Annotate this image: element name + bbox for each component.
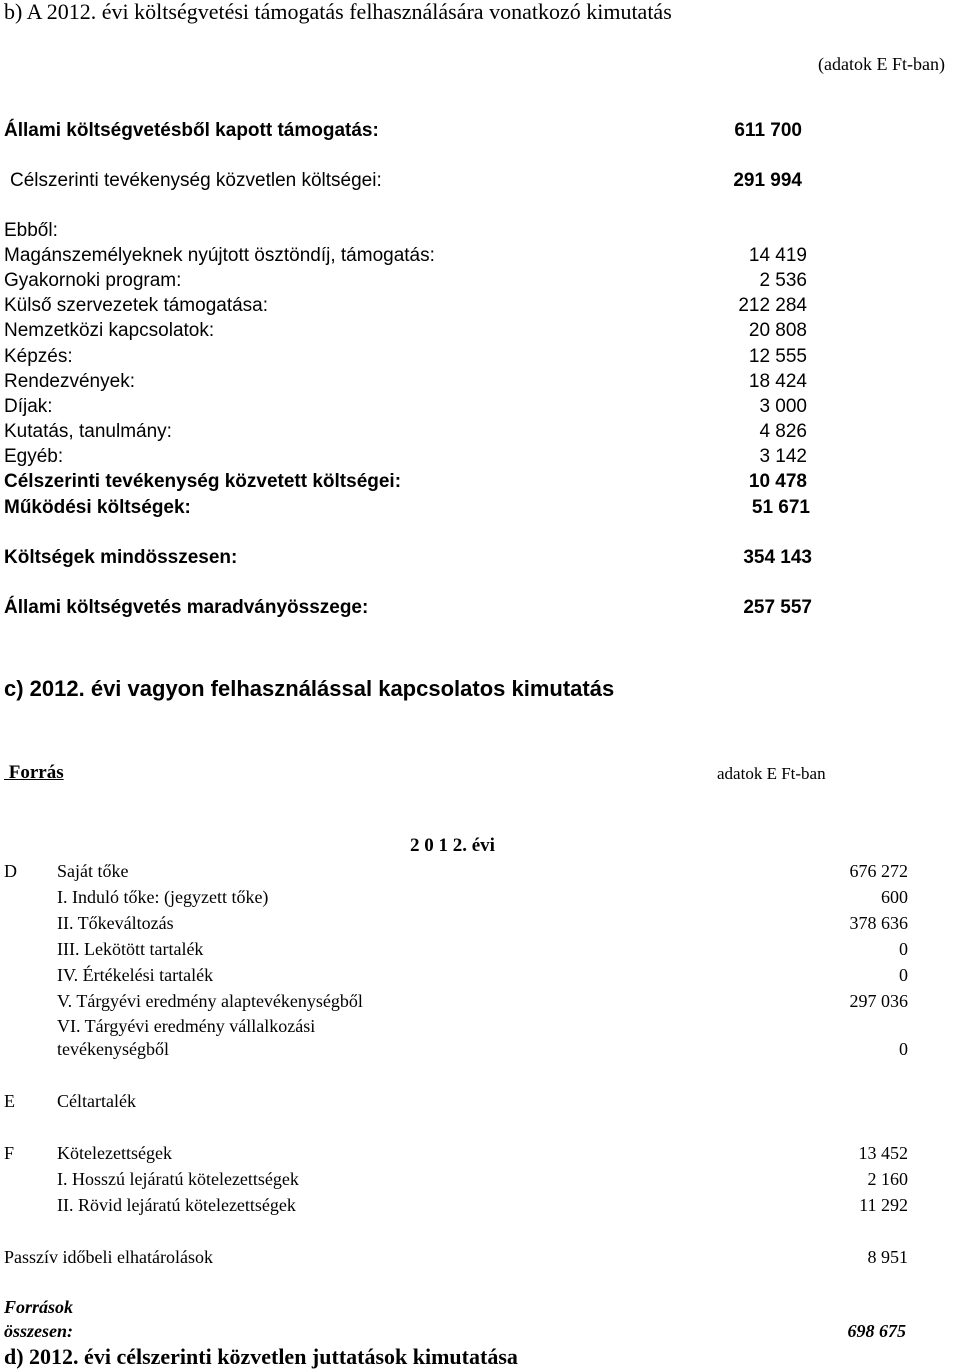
list-item-label: Rendezvények: (4, 371, 135, 392)
row-value: 297 036 (849, 991, 908, 1011)
forrasok-value: 698 675 (847, 1321, 906, 1341)
kozvetlen-koltsegek-label: Célszerinti tevékenység közvetlen költségei: (10, 170, 382, 191)
list-item-value: 14 419 (748, 245, 807, 266)
list-item-label: Képzés: (4, 346, 73, 367)
mukodesi-koltsegek-label: Működési költségek: (4, 497, 191, 518)
row-value: 0 (899, 965, 908, 985)
list-item-label: Külső szervezetek támogatása: (4, 295, 269, 316)
kozvetett-koltsegek-label: Célszerinti tevékenység közvetett költségei: (4, 471, 402, 492)
row-label: II. Tőkeváltozás (57, 913, 174, 933)
row-label: tevékenységből (57, 1039, 169, 1059)
maradvany-value: 257 557 (743, 597, 812, 618)
list-item-label: Magánszemélyeknek nyújtott ösztöndíj, támogatás: (4, 245, 435, 266)
row-value: 0 (899, 939, 908, 959)
ebbol-label: Ebből: (4, 220, 58, 241)
list-item-value: 3 142 (759, 446, 807, 467)
row-letter: E (4, 1091, 15, 1111)
koltsegek-osszesen-value: 354 143 (743, 547, 812, 568)
kapott-tamogatas-label: Állami költségvetésből kapott támogatás: (4, 120, 379, 141)
passziv-value: 8 951 (867, 1247, 908, 1267)
row-value: 13 452 (858, 1143, 908, 1163)
row-value: 676 272 (849, 861, 908, 881)
kapott-tamogatas-value: 611 700 (734, 120, 802, 141)
row-letter: D (4, 861, 17, 881)
passziv-label: Passzív időbeli elhatárolások (4, 1247, 213, 1267)
list-item-label: Egyéb: (4, 446, 64, 467)
row-label: V. Tárgyévi eredmény alaptevékenységből (57, 991, 363, 1011)
list-item-value: 3 000 (759, 396, 807, 417)
row-label: III. Lekötött tartalék (57, 939, 204, 959)
list-item-value: 212 284 (738, 295, 807, 316)
year-header: 2 0 1 2. évi (410, 835, 495, 856)
list-item-label: Gyakornoki program: (4, 270, 182, 291)
section-c-title: c) 2012. évi vagyon felhasználással kapcsolatos kimutatás (4, 676, 615, 701)
row-value: 2 160 (867, 1169, 908, 1189)
list-item-value: 2 536 (759, 270, 807, 291)
mukodesi-koltsegek-value: 51 671 (751, 497, 810, 518)
list-item-label: Díjak: (4, 396, 53, 417)
list-item-value: 12 555 (748, 346, 807, 367)
koltsegek-osszesen-label: Költségek mindösszesen: (4, 547, 238, 568)
row-label: Kötelezettségek (57, 1143, 172, 1163)
row-label: I. Induló tőke: (jegyzett tőke) (57, 887, 269, 907)
row-label: Céltartalék (57, 1091, 136, 1111)
row-label: Saját tőke (57, 861, 129, 881)
maradvany-label: Állami költségvetés maradványösszege: (4, 597, 369, 618)
section-b-title: b) A 2012. évi költségvetési támogatás felhasználására vonatkozó kimutatás (4, 0, 672, 24)
forrasok-label-1: Források (4, 1297, 74, 1317)
kozvetett-koltsegek-value: 10 478 (748, 471, 807, 492)
list-item-value: 4 826 (759, 421, 807, 442)
section-b-unit-note: (adatok E Ft-ban) (818, 54, 945, 74)
row-value: 378 636 (849, 913, 908, 933)
row-label: VI. Tárgyévi eredmény vállalkozási (57, 1016, 316, 1036)
row-label: I. Hosszú lejáratú kötelezettségek (57, 1169, 299, 1189)
forras-label: Forrás (4, 762, 64, 783)
row-value: 11 292 (859, 1195, 908, 1215)
list-item-value: 20 808 (748, 320, 807, 341)
section-c-unit-note: adatok E Ft-ban (717, 764, 826, 783)
row-value: 600 (881, 887, 908, 907)
row-label: II. Rövid lejáratú kötelezettségek (57, 1195, 296, 1215)
list-item-label: Kutatás, tanulmány: (4, 421, 172, 442)
row-letter: F (4, 1143, 15, 1163)
row-label: IV. Értékelési tartalék (57, 965, 214, 985)
list-item-label: Nemzetközi kapcsolatok: (4, 320, 215, 341)
kozvetlen-koltsegek-value: 291 994 (733, 170, 802, 191)
forrasok-label-2: összesen: (4, 1321, 74, 1341)
section-d-title: d) 2012. évi célszerinti közvetlen juttatások kimutatása (4, 1344, 518, 1369)
row-value: 0 (899, 1039, 908, 1059)
list-item-value: 18 424 (748, 371, 807, 392)
